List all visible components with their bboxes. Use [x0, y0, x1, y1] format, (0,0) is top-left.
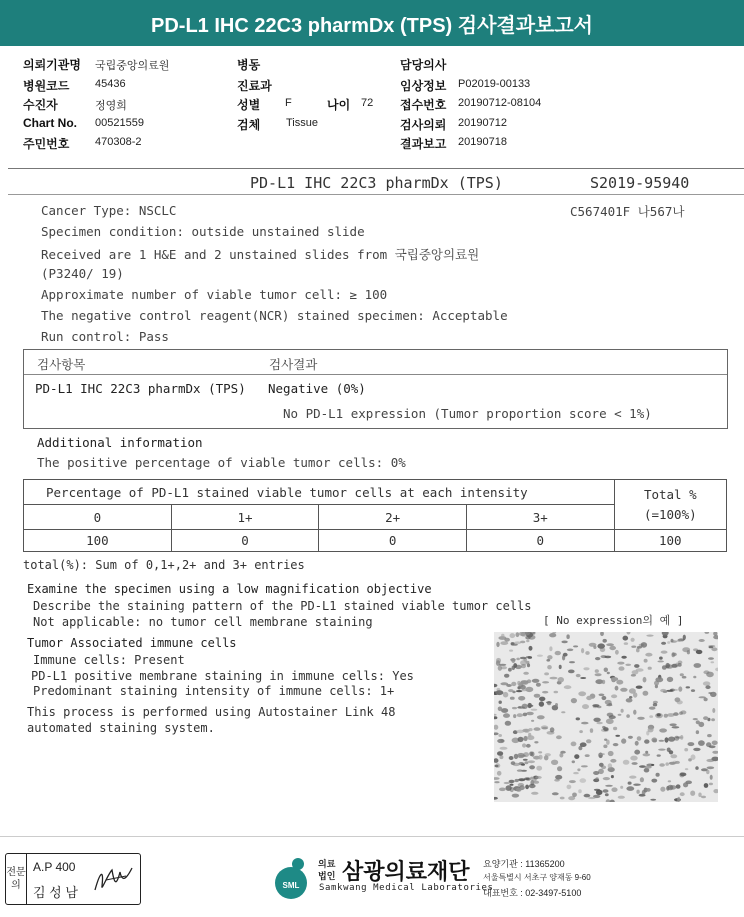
value-level-2plus: 0: [319, 530, 467, 552]
line-received: Received are 1 H&E and 2 unstained slides from 국립중앙의료원: [41, 247, 480, 262]
label-department: 진료과: [237, 79, 272, 93]
label-sex: 성별: [237, 98, 261, 112]
label-chart-no: Chart No.: [23, 116, 77, 130]
divider-title: [8, 194, 744, 195]
result-table-divider: [24, 374, 727, 375]
value-hospital-code: 45436: [95, 78, 126, 90]
process-line2: automated staining system.: [27, 721, 215, 735]
level-1plus: 1+: [171, 505, 319, 530]
value-level-3plus: 0: [466, 530, 614, 552]
value-resident-no: 470308-2: [95, 136, 142, 148]
label-clinical-info: 임상정보: [400, 79, 447, 93]
org-prefix-2: 법인: [318, 871, 336, 881]
total-note: total(%): Sum of 0,1+,2+ and 3+ entries: [23, 558, 305, 572]
line-specimen-condition: Specimen condition: outside unstained slide: [41, 224, 365, 239]
org-prefix-1: 의료: [318, 859, 336, 869]
value-level-1plus: 0: [171, 530, 319, 552]
process-line1: This process is performed using Autostainer Link 48: [27, 705, 396, 719]
org-name: 삼광의료재단: [342, 859, 470, 884]
org-code: 요양기관 : 11365200: [483, 859, 565, 869]
level-2plus: 2+: [319, 505, 467, 530]
signature-box: [5, 853, 141, 905]
intensity-table: [23, 479, 727, 552]
org-phone: 대표번호 : 02-3497-5100: [483, 888, 582, 898]
value-total: 100: [614, 530, 726, 552]
ap-number: A.P 400: [33, 860, 76, 874]
value-report-date: 20190718: [458, 136, 507, 148]
value-specimen: Tissue: [286, 117, 318, 129]
value-receipt-no: 20190712-08104: [458, 97, 542, 109]
signature-scribble: [92, 862, 136, 896]
report-header: [0, 0, 744, 46]
line-ncr: The negative control reagent(NCR) stained specimen: Acceptable: [41, 308, 508, 323]
result-item: PD-L1 IHC 22C3 pharmDx (TPS): [35, 381, 246, 396]
label-request-date: 검사의뢰: [400, 118, 447, 132]
result-detail: No PD-L1 expression (Tumor proportion score < 1%): [283, 406, 652, 421]
result-value: Negative (0%): [268, 381, 366, 396]
microscopy-cells: [494, 632, 718, 802]
value-request-date: 20190712: [458, 117, 507, 129]
label-resident-no: 주민번호: [23, 137, 70, 151]
report-header-title: PD-L1 IHC 22C3 pharmDx (TPS) 검사결과보고서: [151, 14, 593, 37]
total-header-line2: (=100%): [643, 506, 697, 522]
label-patient: 수진자: [23, 98, 58, 112]
value-clinical-info: P02019-00133: [458, 78, 531, 90]
result-table: [23, 349, 728, 429]
examine-line2: Not applicable: no tumor cell membrane staining: [33, 615, 373, 629]
immune-line2: PD-L1 positive membrane staining in immune cells: Yes: [31, 669, 414, 683]
immune-line3: Predominant staining intensity of immune cells: 1+: [33, 684, 395, 698]
result-header-item: 검사항목: [37, 357, 86, 372]
doctor-name: 김 성 남: [33, 885, 78, 900]
org-name-en: Samkwang Medical Laboratories: [319, 883, 494, 893]
org-address: 서울특별시 서초구 양재동 9-60: [483, 873, 591, 882]
specialist-label: 전문의: [6, 854, 27, 904]
report-title: PD-L1 IHC 22C3 pharmDx (TPS): [250, 174, 503, 192]
divider-bottom: [0, 836, 744, 837]
sample-microscopy-image: [494, 632, 718, 802]
line-run-control: Run control: Pass: [41, 329, 169, 344]
value-sex: F: [285, 97, 292, 109]
level-0: 0: [24, 505, 172, 530]
line-tumor-cell: Approximate number of viable tumor cell: ≥ 100: [41, 287, 388, 302]
image-caption: [ No expression의 예 ]: [543, 614, 684, 627]
immune-line1: Immune cells: Present: [33, 653, 185, 667]
label-hospital-code: 병원코드: [23, 79, 70, 93]
label-report-date: 결과보고: [400, 137, 447, 151]
level-3plus: 3+: [466, 505, 614, 530]
label-specimen: 검체: [237, 118, 261, 132]
value-age: 72: [361, 97, 374, 109]
value-chart-no: 00521559: [95, 117, 144, 129]
label-ward: 병동: [237, 58, 261, 72]
examine-line1: Describe the staining pattern of the PD-L1 stained viable tumor cells: [33, 599, 532, 613]
line-case-no: (P3240/ 19): [41, 266, 124, 281]
value-level-0: 100: [24, 530, 172, 552]
result-header-result: 검사결과: [269, 357, 318, 372]
line-cancer-type: Cancer Type: NSCLC: [41, 203, 177, 218]
immune-heading: Tumor Associated immune cells: [27, 636, 237, 650]
total-header-line1: Total %: [643, 486, 697, 502]
label-institution: 의뢰기관명: [23, 58, 81, 72]
additional-text: The positive percentage of viable tumor cells: 0%: [37, 455, 406, 470]
additional-heading: Additional information: [37, 435, 203, 450]
value-patient: 정영희: [95, 100, 127, 112]
report-id: S2019-95940: [590, 174, 690, 192]
intensity-total-header: [614, 480, 726, 530]
label-age: 나이: [327, 98, 351, 112]
label-physician: 담당의사: [400, 58, 447, 72]
sml-logo-icon: [269, 856, 313, 900]
intensity-table-header: Percentage of PD-L1 stained viable tumor cells at each intensity: [24, 480, 615, 505]
divider-top: [8, 168, 744, 169]
report-code: C567401F 나567나: [570, 204, 685, 219]
label-receipt-no: 접수번호: [400, 98, 447, 112]
sml-logo-text: SML: [282, 881, 300, 890]
value-institution: 국립중앙의료원: [95, 60, 170, 72]
examine-heading: Examine the specimen using a low magnification objective: [27, 582, 432, 596]
